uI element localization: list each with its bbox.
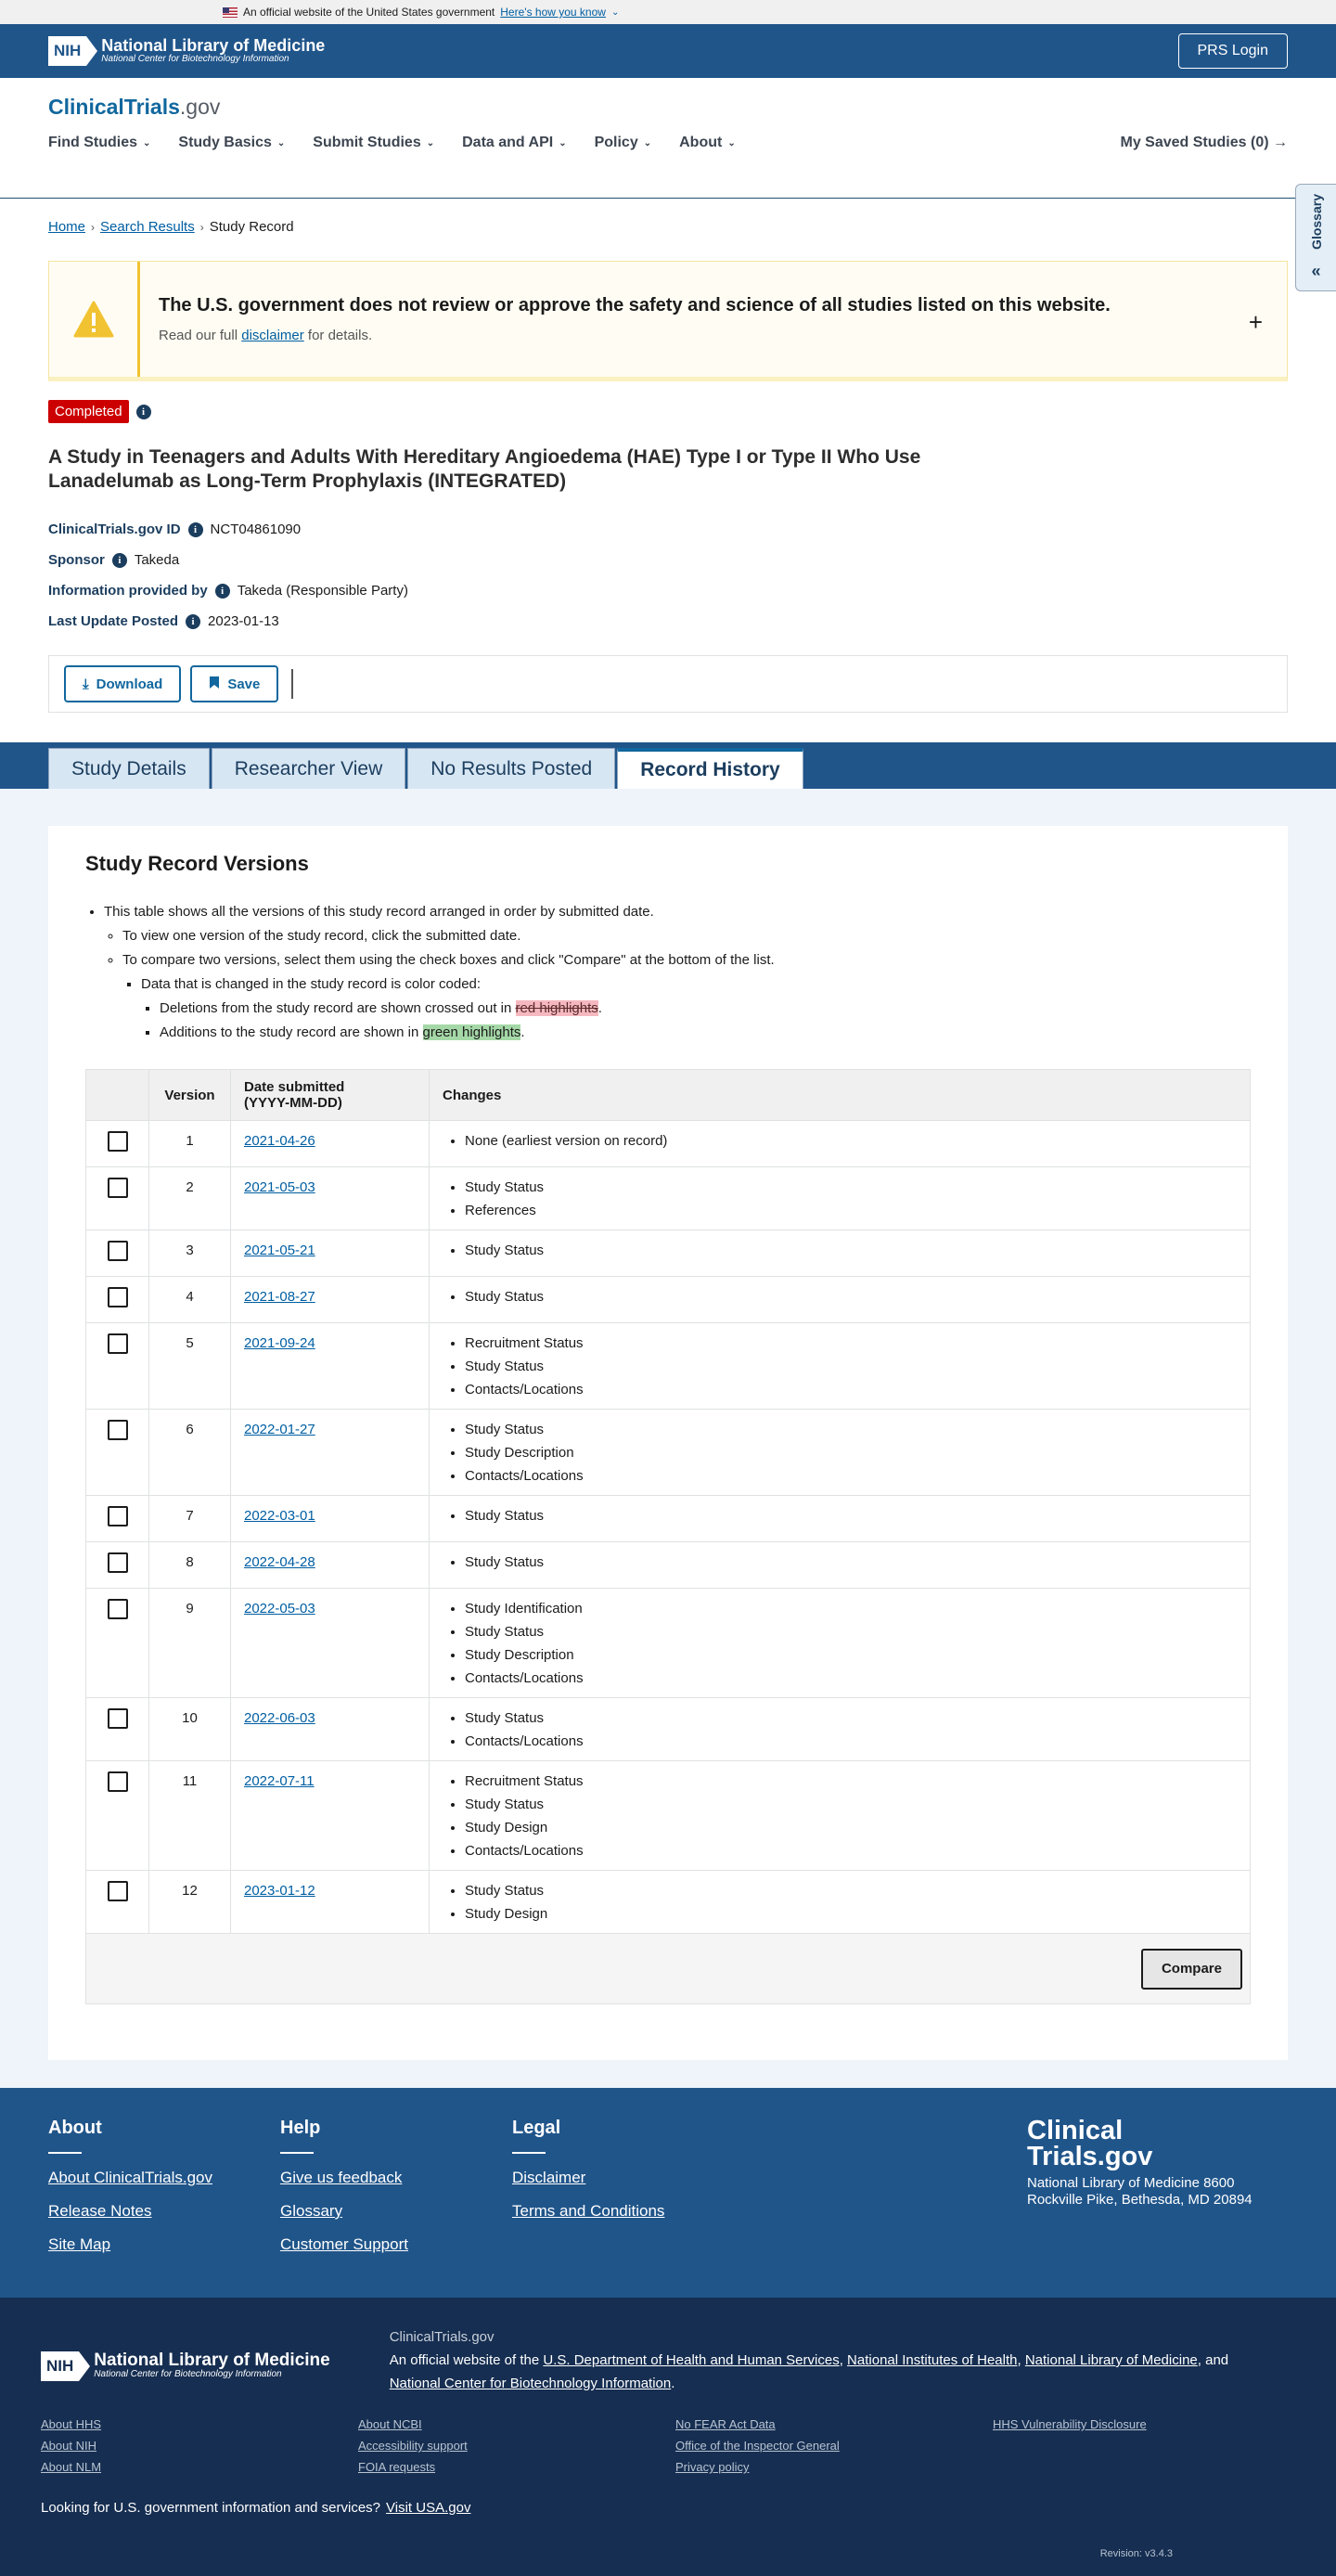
version-date-link[interactable]: 2021-04-26 bbox=[244, 1133, 315, 1149]
gov-banner-text: An official website of the United States government bbox=[243, 6, 495, 19]
glossary-tab[interactable] bbox=[1295, 184, 1336, 291]
alert-text bbox=[159, 328, 1111, 343]
change-item: • Study Status bbox=[465, 1239, 1237, 1262]
change-item: • Study Status bbox=[465, 1879, 1237, 1902]
row-select-cell bbox=[86, 1167, 149, 1230]
info-icon[interactable]: i bbox=[215, 584, 230, 599]
table-row bbox=[86, 1323, 1251, 1410]
date-cell bbox=[231, 1230, 430, 1277]
change-item: • Study Status bbox=[465, 1355, 1237, 1378]
alert-title: The U.S. government does not review or approve the safety and science of all studies listed on this website. bbox=[159, 295, 1111, 316]
row-select-cell bbox=[86, 1323, 149, 1410]
footer-top bbox=[0, 2088, 1336, 2298]
version-date-link[interactable]: 2023-01-12 bbox=[244, 1883, 315, 1899]
row-select-cell bbox=[86, 1589, 149, 1698]
change-item: • Study Design bbox=[465, 1902, 1237, 1926]
breadcrumb-home[interactable]: Home bbox=[48, 219, 86, 235]
col-date-format: (YYYY-MM-DD) bbox=[244, 1095, 342, 1111]
footer-link[interactable]: Release Notes bbox=[48, 2202, 152, 2220]
col-date bbox=[231, 1070, 430, 1121]
version-number: 4 bbox=[149, 1277, 231, 1323]
change-item: • Contacts/Locations bbox=[465, 1839, 1237, 1862]
version-date-link[interactable]: 2021-05-21 bbox=[244, 1243, 315, 1258]
version-number: 12 bbox=[149, 1871, 231, 1934]
meta-value: Takeda bbox=[134, 552, 180, 568]
changes-cell bbox=[430, 1589, 1251, 1698]
versions-table bbox=[85, 1069, 1251, 1934]
footer-link[interactable]: HHS Vulnerability Disclosure bbox=[993, 2417, 1147, 2431]
footer-col-title: Legal bbox=[512, 2118, 561, 2138]
chevron-down-icon: ⌄ bbox=[276, 137, 286, 148]
table-row bbox=[86, 1761, 1251, 1871]
change-item: • Study Description bbox=[465, 1643, 1237, 1667]
meta-key: ClinicalTrials.gov ID bbox=[48, 522, 181, 537]
expand-plus-icon[interactable]: + bbox=[1248, 308, 1263, 336]
meta-update bbox=[48, 613, 1288, 629]
instruction-text: This table shows all the versions of this study record arranged in order by submitted date. bbox=[104, 904, 654, 920]
change-item: • Study Description bbox=[465, 1441, 1237, 1464]
version-date-link[interactable]: 2021-08-27 bbox=[244, 1289, 315, 1305]
changes-cell bbox=[430, 1277, 1251, 1323]
meta-sponsor bbox=[48, 552, 1288, 568]
change-item: • Study Status bbox=[465, 1285, 1237, 1308]
official-and: and bbox=[1205, 2352, 1229, 2368]
info-icon[interactable]: i bbox=[112, 553, 127, 568]
nav-study-basics[interactable] bbox=[178, 135, 285, 151]
tab-record-history[interactable]: Record History bbox=[617, 748, 803, 789]
version-checkbox[interactable] bbox=[108, 1771, 128, 1792]
disclaimer-alert bbox=[48, 261, 1288, 381]
footer-nlm-subtitle: National Center for Biotechnology Information bbox=[94, 2369, 282, 2379]
date-cell bbox=[231, 1410, 430, 1496]
chevron-down-icon: ⌄ bbox=[426, 137, 435, 148]
glossary-label: Glossary bbox=[1308, 193, 1324, 250]
table-row bbox=[86, 1277, 1251, 1323]
tab-study-details[interactable]: Study Details bbox=[48, 748, 210, 789]
breadcrumb-current: Study Record bbox=[209, 219, 294, 235]
instructions-list bbox=[104, 900, 1251, 1045]
change-item: • Study Status bbox=[465, 1620, 1237, 1643]
divider bbox=[48, 2152, 82, 2154]
nih-logo-icon: NIH bbox=[41, 2351, 79, 2381]
hhs-link[interactable]: U.S. Department of Health and Human Services bbox=[543, 2352, 840, 2368]
official-pre: An official website of the bbox=[389, 2352, 540, 2368]
footer-bottom bbox=[0, 2298, 1336, 2576]
tab-researcher-view[interactable]: Researcher View bbox=[212, 748, 406, 789]
version-number: 10 bbox=[149, 1698, 231, 1761]
version-checkbox[interactable] bbox=[108, 1241, 128, 1261]
info-icon[interactable]: i bbox=[136, 405, 151, 419]
row-select-cell bbox=[86, 1542, 149, 1589]
actions-bar bbox=[48, 655, 1288, 713]
version-date-link[interactable]: 2021-05-03 bbox=[244, 1179, 315, 1195]
green-highlight-sample: green highlights bbox=[422, 1024, 521, 1040]
nav-find-studies[interactable] bbox=[48, 135, 150, 151]
col-select bbox=[86, 1070, 149, 1121]
nav-label: Policy bbox=[594, 135, 638, 150]
row-select-cell bbox=[86, 1277, 149, 1323]
status-badge: Completed bbox=[48, 400, 129, 423]
footer-link[interactable]: Privacy policy bbox=[675, 2460, 750, 2474]
download-label: Download bbox=[96, 676, 163, 692]
usa-gov-link[interactable]: Visit USA.gov bbox=[386, 2500, 471, 2516]
nav-label: Data and API bbox=[462, 135, 554, 150]
changes-cell bbox=[430, 1761, 1251, 1871]
footer-brand bbox=[1027, 2118, 1287, 2209]
instruction-text: Data that is changed in the study record is color coded: bbox=[141, 976, 482, 992]
changes-cell bbox=[430, 1410, 1251, 1496]
download-icon: ⤓ bbox=[83, 676, 89, 692]
revision-text: Revision: v3.4.3 bbox=[1099, 2548, 1173, 2559]
my-saved-studies-link[interactable] bbox=[1121, 135, 1289, 151]
version-checkbox[interactable] bbox=[108, 1881, 128, 1901]
heres-how-you-know-link[interactable]: Here's how you know bbox=[500, 6, 606, 19]
table-row bbox=[86, 1121, 1251, 1167]
changes-cell bbox=[430, 1167, 1251, 1230]
list-item bbox=[104, 900, 1251, 1045]
nlm-title: National Library of Medicine bbox=[101, 36, 326, 55]
footer-link[interactable]: About NLM bbox=[41, 2460, 102, 2474]
clinicaltrials-logo[interactable] bbox=[48, 95, 1288, 120]
list-item: ◦ To view one version of the study record, click the submitted date. bbox=[122, 924, 1251, 948]
logo-suffix: .gov bbox=[179, 95, 221, 119]
date-cell bbox=[231, 1121, 430, 1167]
nlm-link[interactable]: National Library of Medicine bbox=[1024, 2352, 1198, 2368]
date-cell bbox=[231, 1167, 430, 1230]
change-item: • Recruitment Status bbox=[465, 1332, 1237, 1355]
col-changes: Changes bbox=[430, 1070, 1251, 1121]
meta-value: NCT04861090 bbox=[210, 522, 302, 537]
record-history-section bbox=[0, 789, 1336, 2088]
version-date-link[interactable]: 2021-09-24 bbox=[244, 1335, 315, 1351]
footer-col-title: Help bbox=[280, 2118, 321, 2138]
footer-link[interactable]: About NIH bbox=[41, 2439, 96, 2453]
change-item: • Study Identification bbox=[465, 1597, 1237, 1620]
red-highlight-sample: red highlights bbox=[515, 1000, 598, 1016]
empty-cell bbox=[993, 2439, 1310, 2453]
tab-no-results-posted[interactable]: No Results Posted bbox=[407, 748, 615, 789]
usa-gov-row bbox=[41, 2500, 1295, 2516]
usa-question: Looking for U.S. government information and services? bbox=[41, 2500, 381, 2516]
table-row bbox=[86, 1698, 1251, 1761]
changes-cell bbox=[430, 1542, 1251, 1589]
divider bbox=[512, 2152, 546, 2154]
table-row bbox=[86, 1496, 1251, 1542]
chevron-double-left-icon: « bbox=[1311, 262, 1321, 281]
change-item: • Recruitment Status bbox=[465, 1770, 1237, 1793]
nav-data-and-api[interactable] bbox=[462, 135, 566, 151]
logo-main: ClinicalTrials bbox=[48, 95, 180, 119]
version-date-link[interactable]: 2022-06-03 bbox=[244, 1710, 315, 1726]
gov-banner bbox=[0, 0, 1336, 24]
change-item: • Study Design bbox=[465, 1816, 1237, 1839]
footer-link[interactable]: FOIA requests bbox=[358, 2460, 436, 2474]
chevron-down-icon: ⌄ bbox=[727, 137, 736, 148]
warning-icon bbox=[49, 262, 140, 377]
table-row bbox=[86, 1542, 1251, 1589]
row-select-cell bbox=[86, 1230, 149, 1277]
version-checkbox[interactable] bbox=[108, 1599, 128, 1619]
version-number: 1 bbox=[149, 1121, 231, 1167]
compare-button[interactable]: Compare bbox=[1141, 1949, 1242, 1990]
save-label: Save bbox=[227, 676, 261, 692]
change-item: • Contacts/Locations bbox=[465, 1667, 1237, 1690]
disclaimer-link[interactable]: disclaimer bbox=[241, 328, 304, 343]
changes-cell bbox=[430, 1121, 1251, 1167]
us-flag-icon bbox=[223, 7, 238, 18]
footer-nlm-logo[interactable] bbox=[41, 2337, 330, 2395]
change-item: • Study Status bbox=[465, 1504, 1237, 1527]
version-checkbox[interactable] bbox=[108, 1178, 128, 1198]
divider bbox=[291, 669, 293, 699]
col-date-label: Date submitted bbox=[244, 1079, 345, 1095]
version-date-link[interactable]: 2022-01-27 bbox=[244, 1422, 315, 1437]
meta-value: 2023-01-13 bbox=[208, 613, 279, 629]
date-cell bbox=[231, 1761, 430, 1871]
meta-value: Takeda (Responsible Party) bbox=[237, 583, 408, 599]
table-row bbox=[86, 1871, 1251, 1934]
changes-cell bbox=[430, 1496, 1251, 1542]
info-icon[interactable]: i bbox=[186, 614, 200, 629]
row-select-cell bbox=[86, 1410, 149, 1496]
chevron-down-icon: ⌄ bbox=[559, 137, 567, 148]
row-select-cell bbox=[86, 1871, 149, 1934]
main-nav bbox=[48, 135, 1288, 151]
date-cell bbox=[231, 1496, 430, 1542]
footer-logo-line1: Clinical bbox=[1027, 2116, 1124, 2145]
footer-link[interactable]: Glossary bbox=[280, 2202, 343, 2220]
version-checkbox[interactable] bbox=[108, 1420, 128, 1440]
instruction-text: To compare two versions, select them using the check boxes and click "Compare" at the bottom of the list. bbox=[122, 952, 775, 968]
version-checkbox[interactable] bbox=[108, 1506, 128, 1526]
meta-key: Sponsor bbox=[48, 552, 105, 568]
chevron-right-icon: › bbox=[91, 220, 96, 234]
study-meta bbox=[0, 494, 1336, 629]
alert-pre: Read our full bbox=[159, 328, 238, 343]
prs-login-button[interactable]: PRS Login bbox=[1178, 33, 1289, 69]
changes-cell bbox=[430, 1230, 1251, 1277]
save-button[interactable] bbox=[190, 665, 278, 702]
footer-link[interactable]: Disclaimer bbox=[512, 2169, 586, 2186]
row-select-cell bbox=[86, 1121, 149, 1167]
page-title: A Study in Teenagers and Adults With Hereditary Angioedema (HAE) Type I or Type II Who Use Lanadelumab as Long-Term Prophylaxis (INTEGRATED) bbox=[48, 446, 921, 492]
change-item: • Study Status bbox=[465, 1176, 1237, 1199]
change-item: • Contacts/Locations bbox=[465, 1464, 1237, 1488]
footer-col-help bbox=[280, 2118, 512, 2298]
col-version: Version bbox=[149, 1070, 231, 1121]
list-item: ▪ Additions to the study record are shown in green highlights. bbox=[160, 1021, 1251, 1045]
footer-col-about bbox=[48, 2118, 280, 2298]
footer-link[interactable]: Site Map bbox=[48, 2235, 111, 2253]
instruction-text: Additions to the study record are shown in bbox=[160, 1024, 419, 1040]
row-select-cell bbox=[86, 1761, 149, 1871]
changes-cell bbox=[430, 1323, 1251, 1410]
version-date-link[interactable]: 2022-04-28 bbox=[244, 1554, 315, 1570]
nav-submit-studies[interactable] bbox=[313, 135, 434, 151]
table-footer bbox=[85, 1934, 1251, 2004]
change-item: • Study Status bbox=[465, 1551, 1237, 1574]
breadcrumb bbox=[0, 199, 1336, 255]
change-item: • Contacts/Locations bbox=[465, 1730, 1237, 1753]
change-item: • None (earliest version on record) bbox=[465, 1129, 1237, 1153]
chevron-down-icon: ⌄ bbox=[143, 137, 151, 148]
footer-link[interactable]: Office of the Inspector General bbox=[675, 2439, 840, 2453]
version-checkbox[interactable] bbox=[108, 1708, 128, 1729]
status-row bbox=[0, 381, 1336, 423]
version-number: 8 bbox=[149, 1542, 231, 1589]
change-item: • Study Status bbox=[465, 1707, 1237, 1730]
versions-heading: Study Record Versions bbox=[85, 852, 309, 875]
chevron-down-icon: ⌄ bbox=[610, 6, 620, 18]
table-row bbox=[86, 1589, 1251, 1698]
version-date-link[interactable]: 2022-07-11 bbox=[244, 1773, 315, 1789]
list-item bbox=[141, 972, 1251, 1045]
footer-link[interactable]: Customer Support bbox=[280, 2235, 408, 2253]
chevron-right-icon: › bbox=[199, 220, 204, 234]
nlm-subtitle: National Center for Biotechnology Information bbox=[101, 54, 289, 64]
footer-col-legal bbox=[512, 2118, 744, 2298]
footer-link[interactable]: About NCBI bbox=[358, 2417, 422, 2431]
versions-table-body bbox=[86, 1121, 1251, 1934]
version-checkbox[interactable] bbox=[108, 1287, 128, 1307]
site-header bbox=[0, 78, 1336, 199]
breadcrumb-search-results[interactable]: Search Results bbox=[100, 219, 195, 235]
footer-link[interactable]: About ClinicalTrials.gov bbox=[48, 2169, 212, 2186]
list-item bbox=[122, 948, 1251, 1045]
version-checkbox[interactable] bbox=[108, 1552, 128, 1573]
change-item: • Study Status bbox=[465, 1418, 1237, 1441]
row-select-cell bbox=[86, 1698, 149, 1761]
footer-logo-line2: Trials.gov bbox=[1027, 2142, 1153, 2171]
list-item: ▪ Deletions from the study record are shown crossed out in red highlights. bbox=[160, 997, 1251, 1021]
version-number: 6 bbox=[149, 1410, 231, 1496]
table-row bbox=[86, 1167, 1251, 1230]
download-button[interactable] bbox=[64, 665, 181, 702]
version-checkbox[interactable] bbox=[108, 1131, 128, 1152]
official-statement: ClinicalTrials.gov An official website of the U.S. Department of Health and Human Services, National Institutes of Health, National Library of Medicine, and National Center for Biotechnology Information. bbox=[390, 2325, 1252, 2395]
table-header-row bbox=[86, 1070, 1251, 1121]
instruction-text: Deletions from the study record are shown crossed out in bbox=[160, 1000, 512, 1016]
footer-link[interactable]: Accessibility support bbox=[358, 2439, 468, 2453]
nlm-header bbox=[0, 24, 1336, 78]
footer-gov-links bbox=[41, 2417, 1295, 2474]
table-row bbox=[86, 1410, 1251, 1496]
footer-link[interactable]: About HHS bbox=[41, 2417, 102, 2431]
nlm-logo[interactable] bbox=[48, 36, 325, 66]
date-cell bbox=[231, 1589, 430, 1698]
changes-cell bbox=[430, 1871, 1251, 1934]
footer-link[interactable]: Give us feedback bbox=[280, 2169, 403, 2186]
arrow-right-icon: → bbox=[1273, 135, 1288, 150]
changes-cell bbox=[430, 1698, 1251, 1761]
meta-key: Information provided by bbox=[48, 583, 208, 599]
nav-label: Study Basics bbox=[178, 135, 272, 150]
change-item: • Contacts/Locations bbox=[465, 1378, 1237, 1401]
footer-address: National Library of Medicine 8600 Rockville Pike, Bethesda, MD 20894 bbox=[1027, 2175, 1252, 2208]
footer-site-name: ClinicalTrials.gov bbox=[389, 2329, 495, 2345]
nav-label: Find Studies bbox=[48, 135, 137, 150]
version-number: 9 bbox=[149, 1589, 231, 1698]
version-number: 7 bbox=[149, 1496, 231, 1542]
meta-provided bbox=[48, 583, 1288, 599]
saved-label: My Saved Studies (0) bbox=[1120, 135, 1269, 150]
chevron-down-icon: ⌄ bbox=[643, 137, 652, 148]
version-date-link[interactable]: 2022-05-03 bbox=[244, 1601, 315, 1616]
date-cell bbox=[231, 1698, 430, 1761]
nav-label: Submit Studies bbox=[313, 135, 421, 150]
change-item: • References bbox=[465, 1199, 1237, 1222]
meta-id bbox=[48, 522, 1288, 537]
version-number: 11 bbox=[149, 1761, 231, 1871]
date-cell bbox=[231, 1871, 430, 1934]
nih-link[interactable]: National Institutes of Health bbox=[847, 2352, 1018, 2368]
alert-post: for details. bbox=[307, 328, 373, 343]
footer-link[interactable]: Terms and Conditions bbox=[512, 2202, 665, 2220]
version-checkbox[interactable] bbox=[108, 1333, 128, 1354]
study-tabs bbox=[0, 742, 1336, 789]
bookmark-icon bbox=[209, 676, 220, 693]
divider bbox=[280, 2152, 314, 2154]
version-number: 5 bbox=[149, 1323, 231, 1410]
meta-key: Last Update Posted bbox=[48, 613, 179, 629]
nih-logo-icon: NIH bbox=[48, 36, 86, 66]
change-item: • Study Status bbox=[465, 1793, 1237, 1816]
footer-link[interactable]: No FEAR Act Data bbox=[675, 2417, 776, 2431]
footer-nlm-title: National Library of Medicine bbox=[94, 2351, 330, 2370]
info-icon[interactable]: i bbox=[188, 522, 203, 537]
footer-logo[interactable] bbox=[1027, 2118, 1287, 2170]
version-number: 3 bbox=[149, 1230, 231, 1277]
nav-label: About bbox=[679, 135, 723, 150]
date-cell bbox=[231, 1542, 430, 1589]
date-cell bbox=[231, 1323, 430, 1410]
versions-card bbox=[48, 826, 1288, 2060]
version-number: 2 bbox=[149, 1167, 231, 1230]
ncbi-link[interactable]: National Center for Biotechnology Information bbox=[389, 2376, 672, 2391]
row-select-cell bbox=[86, 1496, 149, 1542]
date-cell bbox=[231, 1277, 430, 1323]
table-row bbox=[86, 1230, 1251, 1277]
footer-col-title: About bbox=[48, 2118, 102, 2138]
version-date-link[interactable]: 2022-03-01 bbox=[244, 1508, 315, 1524]
nav-policy[interactable] bbox=[595, 135, 652, 151]
nav-about[interactable] bbox=[679, 135, 736, 151]
